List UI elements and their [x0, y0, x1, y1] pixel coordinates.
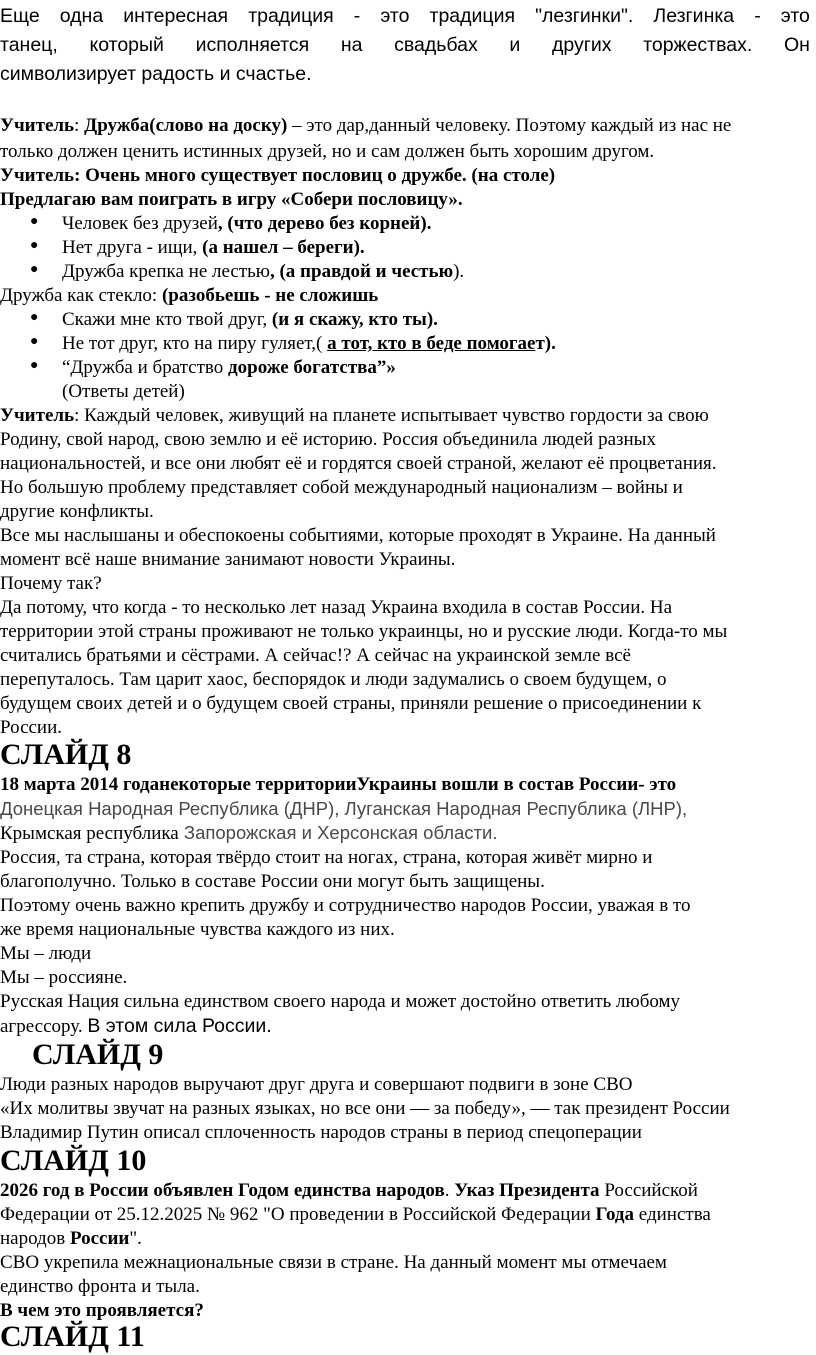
text: Российской — [599, 1180, 698, 1201]
text: : Каждый человек, живущий на планете испытывает чувство гордости за свою — [74, 405, 709, 426]
text-line: момент всё наше внимание занимают новости Украины. — [0, 549, 456, 570]
text-line: другие конфликты. — [0, 501, 154, 522]
slide-9-heading: СЛАЙД 9 — [32, 1038, 164, 1071]
text-line: будущем своих детей и о будущем своей страны, приняли решение о присоединении к — [0, 693, 702, 714]
text: В этом сила России. — [87, 1015, 272, 1037]
text: Запорожская и Херсонская области. — [178, 822, 498, 843]
text: Федерации от 25.12.2025 № 962 "О проведении в Российской Федерации — [0, 1204, 596, 1225]
text: , (а правдой и честью — [269, 261, 454, 282]
text: – это дар,данный человеку. Поэтому каждый из нас не — [287, 115, 732, 136]
word: это — [380, 5, 410, 27]
word: и — [509, 34, 521, 56]
word: "лезгинки". — [535, 5, 634, 27]
bullet-icon: ● — [30, 214, 39, 229]
text: народов — [0, 1228, 70, 1249]
text: (и я скажу, кто ты). — [271, 309, 438, 330]
text-line: Но большую проблему представляет собой международный национализм – войны и — [0, 477, 683, 498]
word: - — [353, 5, 361, 27]
text-line: Почему так? — [0, 573, 102, 594]
text-line: Россия, та страна, которая твёрдо стоит на ногах, страна, которая живёт мирно и — [0, 847, 653, 868]
text: агрессору. — [0, 1016, 88, 1037]
text: Скажи мне кто твой друг, — [62, 309, 272, 330]
text: Дружба крепка не лестью — [62, 261, 270, 282]
teacher3-line-1 — [0, 404, 709, 428]
word: - — [754, 5, 761, 27]
underlined-text: а тот, кто в беде помогае — [327, 333, 536, 354]
text: ". — [129, 1228, 142, 1249]
slide-8-heading: СЛАЙД 8 — [0, 738, 132, 771]
word: Еще — [0, 5, 40, 27]
slide-11-heading: СЛАЙД 11 — [0, 1320, 145, 1353]
proverb-3 — [62, 260, 464, 284]
text-line: Люди разных народов выручают друг друга и совершают подвиги в зоне СВО — [0, 1074, 633, 1095]
text-line: Мы – россияне. — [0, 967, 128, 988]
word: на — [340, 34, 363, 56]
text: России — [69, 1228, 130, 1249]
decree-line-2 — [0, 1227, 142, 1251]
aggressor-line — [0, 1014, 272, 1039]
friendship-word: Дружба(слово на доску) — [84, 115, 288, 136]
lezginka-line-3: символизирует радость и счастье. — [0, 63, 312, 85]
text: “Дружба и братство — [62, 357, 229, 378]
text-line: СВО укрепила межнациональные связи в стране. На данный момент мы отмечаем — [0, 1252, 667, 1273]
word: свадьбах — [394, 34, 478, 56]
text: , (что дерево без корней). — [217, 213, 432, 234]
text-line: Мы – люди — [0, 943, 92, 964]
text-line: перепуталось. Там царит хаос, беспорядок и люди задумались о своем будущем, о — [0, 669, 667, 690]
text: Человек без друзей — [62, 213, 218, 234]
text: Указ Президента — [454, 1180, 600, 1201]
word: который — [89, 34, 164, 56]
question-line: В чем это проявляется? — [0, 1300, 204, 1321]
text-line: Русская Нация сильна единством своего народа и может достойно ответить любому — [0, 991, 681, 1012]
regions-line: Донецкая Народная Республика (ДНР), Луганская Народная Республика (ЛНР), — [0, 798, 688, 819]
word: традиция — [429, 5, 516, 27]
text-line: «Их молитвы звучат на разных языках, но все они — за победу», — так президент России — [0, 1098, 730, 1119]
bullet-icon: ● — [30, 358, 39, 373]
text: Дружба как стекло: — [0, 285, 162, 306]
bullet-icon: ● — [30, 334, 39, 349]
text: единства — [634, 1204, 711, 1225]
teacher-line-1 — [0, 114, 731, 138]
decree-line — [0, 1203, 711, 1227]
proverb-4 — [0, 284, 378, 308]
game-intro: Предлагаю вам поиграть в игру «Собери пословицу». — [0, 189, 463, 210]
text-line: территории этой страны проживают не только украинцы, но и русские люди. Когда-то мы — [0, 621, 728, 642]
word: интересная — [123, 5, 229, 27]
text: Года — [595, 1204, 635, 1225]
teacher-proverbs-line: Учитель: Очень много существует пословиц о дружбе. (на столе) — [0, 165, 556, 186]
word: традиция — [248, 5, 334, 27]
crimea-line — [0, 821, 498, 846]
word: одна — [59, 5, 104, 27]
year-line — [0, 1179, 698, 1203]
text-line: Родину, свой народ, свою землю и её историю. Россия объединила людей разных — [0, 429, 656, 450]
word: Лезгинка — [653, 5, 735, 27]
text-line: Владимир Путин описал сплоченность народов страны в период спецоперации — [0, 1122, 642, 1143]
proverb-7 — [62, 356, 396, 380]
bullet-icon: ● — [30, 262, 39, 277]
text: ). — [453, 261, 465, 282]
text-line: Да потому, что когда - то несколько лет назад Украина входила в состав России. На — [0, 597, 673, 618]
text: 2026 год в России объявлен Годом единства народов — [0, 1180, 445, 1201]
slide-10-heading: СЛАЙД 10 — [0, 1144, 147, 1177]
word: других — [551, 34, 612, 56]
text: (а нашел – береги). — [202, 237, 365, 258]
teacher-label: Учитель — [0, 115, 75, 136]
text: т — [535, 333, 545, 354]
bullet-icon: ● — [30, 310, 39, 325]
text-line: России. — [0, 717, 63, 738]
text: (разобьешь - не сложишь — [161, 285, 379, 306]
text: Нет друга - ищи, — [62, 237, 203, 258]
text-line: Все мы наслышаны и обеспокоены событиями, которые проходят в Украине. На данный — [0, 525, 716, 546]
teacher-label: Учитель — [0, 405, 75, 426]
word: исполняется — [195, 34, 310, 56]
proverb-6 — [62, 332, 556, 356]
text-line: же время национальные чувства каждого из них. — [0, 919, 395, 940]
text-line: благополучно. Только в составе России они могут быть защищены. — [0, 871, 545, 892]
proverb-2 — [62, 236, 365, 260]
colon: : — [74, 115, 85, 136]
word: танец, — [0, 34, 58, 56]
teacher-line-2: только должен ценить истинных друзей, но и сам должен быть хорошим другом. — [0, 141, 655, 162]
lezginka-line-1 — [0, 4, 810, 28]
proverb-5 — [62, 308, 438, 332]
word: торжествах. — [643, 34, 753, 56]
text: Не тот друг, кто на пиру гуляет,( — [62, 333, 328, 354]
text-line: единство фронта и тыла. — [0, 1276, 200, 1297]
text-line: национальностей, и все они любят её и гордятся своей страной, желают её процветания. — [0, 453, 717, 474]
slide8-bold-line: 18 марта 2014 годанекоторые территорииУкраины вошли в состав России- это — [0, 774, 677, 795]
proverb-1 — [62, 212, 431, 236]
text-line: Поэтому очень важно крепить дружбу и сотрудничество народов России, уважая в то — [0, 895, 691, 916]
bullet-icon: ● — [30, 238, 39, 253]
text: ). — [544, 333, 556, 354]
text: Крымская республика — [0, 823, 179, 844]
lezginka-line-2 — [0, 33, 810, 57]
text: ”» — [376, 357, 396, 378]
text-line: считались братьями и сёстрами. А сейчас!? А сейчас на украинской земле всё — [0, 645, 631, 666]
word: Он — [783, 34, 810, 56]
answers-note: (Ответы детей) — [62, 381, 185, 402]
text: дороже богатства — [228, 357, 377, 378]
text: . — [444, 1180, 455, 1201]
word: это — [780, 5, 810, 27]
